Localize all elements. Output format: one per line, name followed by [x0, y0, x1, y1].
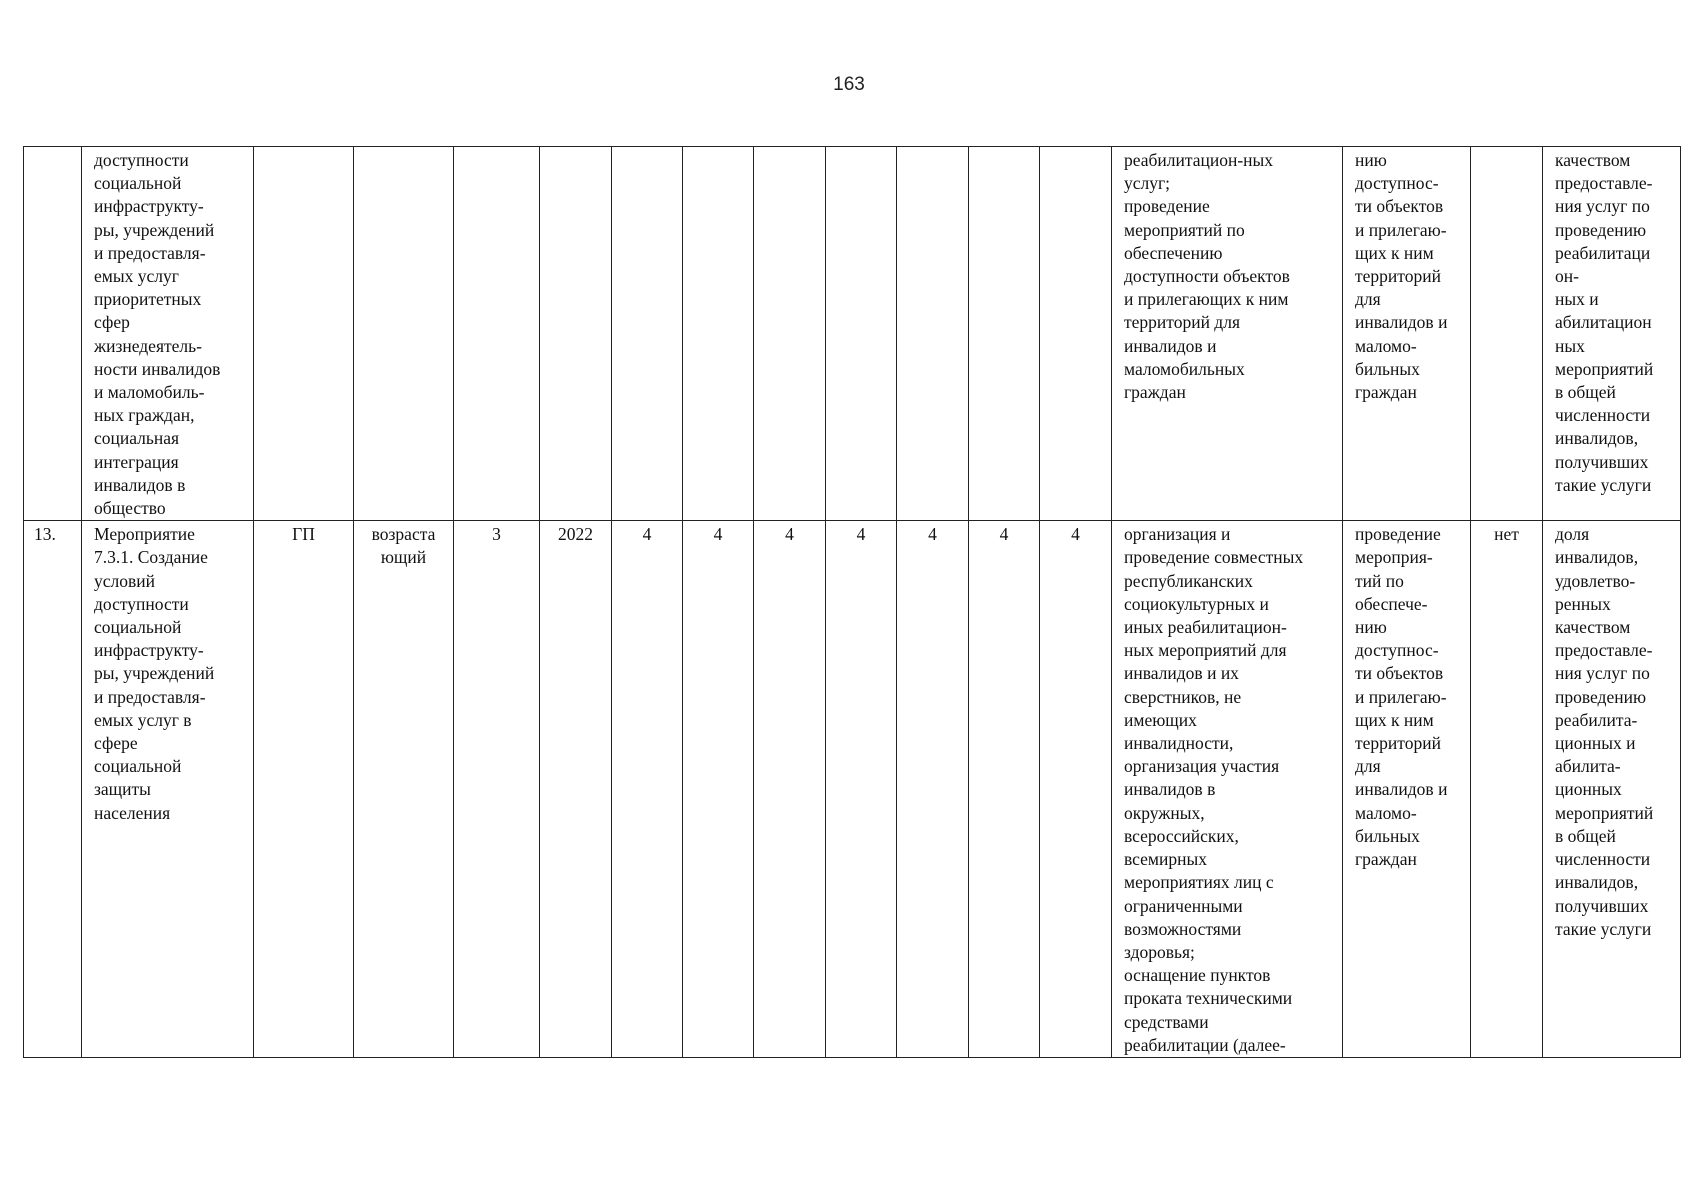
- row-number-cell: [24, 147, 82, 521]
- document-table: [23, 146, 1681, 1058]
- activities-cell: организация и проведение совместных республиканских социокультурных и иных реабилитацион- ных мероприятий для инвалидов и их сверстников, не имеющих инвалидности, организация участия инвалидов в окружных, всероссийских, всемирных мероприятиях лиц с ограниченными возможностями здоровья; оснащение пунктов проката техническими средствами реабилитации (далее-: [1112, 521, 1343, 1058]
- value-cell-4: [826, 147, 897, 521]
- value-cell-3: 4: [754, 521, 826, 1058]
- value-cell-7: 4: [1040, 521, 1112, 1058]
- measure-name-cell: доступности социальной инфраструкту- ры, учреждений и предоставля- емых услуг приоритетных сфер жизнедеятель- ности инвалидов и маломобиль- ных граждан, социальная интеграция инвалидов в общество: [82, 147, 254, 521]
- program-type-cell: [254, 147, 354, 521]
- value-cell-2: [683, 147, 754, 521]
- indicator-cell: качеством предоставле- ния услуг по проведению реабилитаци он- ных и абилитацион ных мероприятий в общей численности инвалидов, получивших такие услуги: [1543, 147, 1681, 521]
- flag-cell: нет: [1471, 521, 1543, 1058]
- flag-cell: [1471, 147, 1543, 521]
- trend-cell: возраста ющий: [354, 521, 454, 1058]
- indicator-cell: доля инвалидов, удовлетво- ренных качеством предоставле- ния услуг по проведению реабилита- ционных и абилита- ционных мероприятий в общей численности инвалидов, получивших такие услуги: [1543, 521, 1681, 1058]
- value-cell-4: 4: [826, 521, 897, 1058]
- value-cell-1: 4: [612, 521, 683, 1058]
- value-cell-5: 4: [897, 521, 969, 1058]
- trend-cell: [354, 147, 454, 521]
- base-year-cell: [540, 147, 612, 521]
- program-type-cell: ГП: [254, 521, 354, 1058]
- measure-name-cell: Мероприятие 7.3.1. Создание условий доступности социальной инфраструкту- ры, учреждений и предоставля- емых услуг в сфере социальной защиты населения: [82, 521, 254, 1058]
- result-cell: проведение мероприя- тий по обеспече- нию доступнос- ти объектов и прилегаю- щих к ним территорий для инвалидов и маломо- бильных граждан: [1343, 521, 1471, 1058]
- value-cell-2: 4: [683, 521, 754, 1058]
- value-cell-5: [897, 147, 969, 521]
- value-cell-3: [754, 147, 826, 521]
- result-cell: нию доступнос- ти объектов и прилегаю- щих к ним территорий для инвалидов и маломо- бильных граждан: [1343, 147, 1471, 521]
- value-cell-7: [1040, 147, 1112, 521]
- value-cell-6: [969, 147, 1040, 521]
- activities-cell: реабилитацион-ных услуг; проведение мероприятий по обеспечению доступности объектов и прилегающих к ним территорий для инвалидов и маломобильных граждан: [1112, 147, 1343, 521]
- unit-cell: [454, 147, 540, 521]
- value-cell-6: 4: [969, 521, 1040, 1058]
- row-number-cell: 13.: [24, 521, 82, 1058]
- base-year-cell: 2022: [540, 521, 612, 1058]
- value-cell-1: [612, 147, 683, 521]
- table-row: [24, 147, 1681, 521]
- table-row: [24, 521, 1681, 1058]
- unit-cell: 3: [454, 521, 540, 1058]
- page-number: 163: [833, 74, 865, 95]
